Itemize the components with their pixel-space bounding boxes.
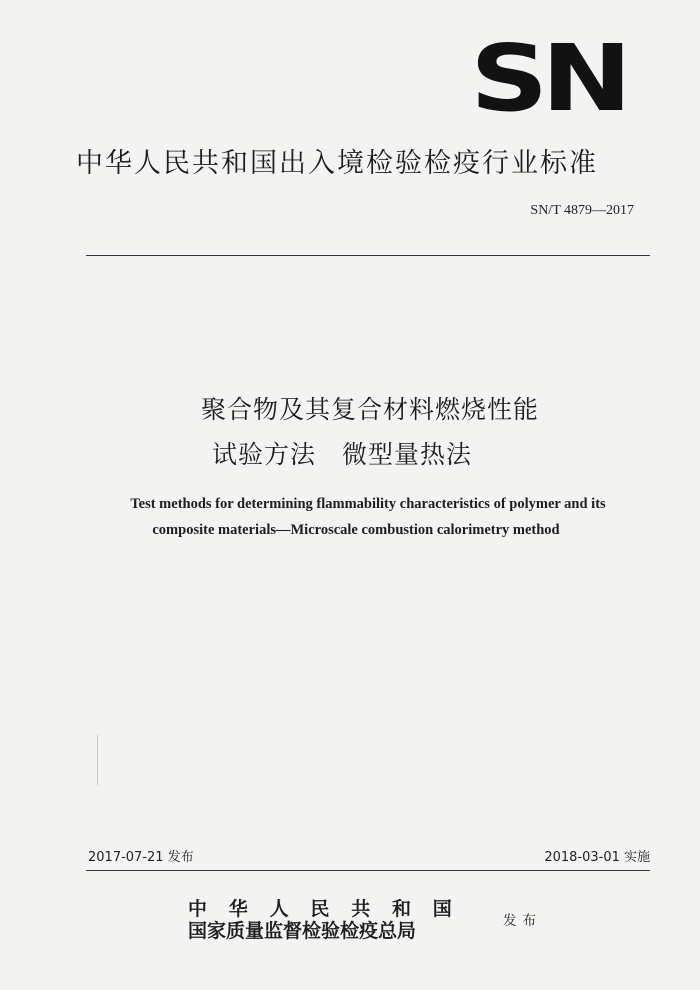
publish-label: 发布 [503,913,542,929]
english-title-line1: Test methods for determining flammability characteristics of polymer and its [130,496,606,512]
sn-logo [470,25,626,132]
issuer-line1: 中华人民共和国 [188,898,474,920]
implementation-date: 2018-03-01 实施 [544,850,650,865]
english-title-line2: composite materials—Microscale combustion calorimetry method [152,522,560,538]
sn-logo-text: SN [470,25,626,132]
issue-date: 2017-07-21 发布 [88,850,194,865]
issuer-line2: 国家质量监督检验检疫总局 [188,920,417,942]
chinese-title-line1: 聚合物及其复合材料燃烧性能 [200,395,539,424]
scan-margin-mark [97,735,98,785]
chinese-title-line2-part2: 微型量热法 [342,440,473,469]
issuing-authority-title: 中华人民共和国出入境检验检疫行业标准 [76,148,598,179]
chinese-title-line2 [0,435,692,471]
standard-code: SN/T 4879—2017 [530,203,634,218]
chinese-title-line2-part1: 试验方法 [211,440,316,469]
footer-divider [86,870,650,871]
header-divider [86,255,650,256]
issuer-block [188,898,474,942]
